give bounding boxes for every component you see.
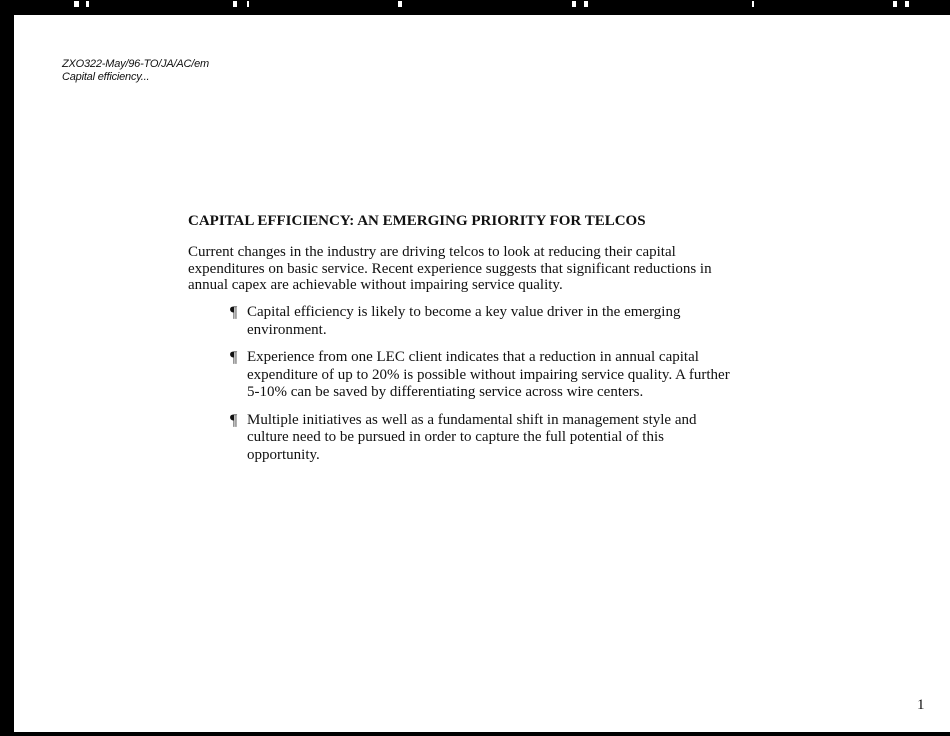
scan-tick bbox=[893, 1, 897, 7]
bullet-item bbox=[230, 349, 730, 402]
scan-tick bbox=[74, 1, 79, 7]
document-header bbox=[62, 58, 209, 84]
scan-tick bbox=[584, 1, 588, 7]
bullet-text: Capital efficiency is likely to become a key value driver in the emerging environment. bbox=[247, 304, 681, 338]
bullet-list bbox=[230, 304, 730, 474]
bullet-text: Experience from one LEC client indicates that a reduction in annual capital expenditure of up to 20% is possible without impairing service quality. A further 5-10% can be saved by differentiating service across wire centers. bbox=[247, 349, 730, 400]
doc-code: ZXO322-May/96-TO/JA/AC/em bbox=[62, 58, 210, 70]
page-title: CAPITAL EFFICIENCY: AN EMERGING PRIORITY FOR TELCOS bbox=[188, 213, 646, 229]
scan-tick bbox=[247, 1, 249, 7]
scan-tick bbox=[572, 1, 576, 7]
scan-border-left bbox=[0, 0, 14, 736]
scan-tick bbox=[905, 1, 909, 7]
scan-tick bbox=[398, 1, 402, 7]
intro-paragraph: Current changes in the industry are driving telcos to look at reducing their capital expenditures on basic service. Recent experience suggests that significant reductions in annual capex are achievable without impairing service quality. bbox=[188, 244, 712, 293]
bullet-item bbox=[230, 412, 730, 465]
pilcrow-icon: ¶ bbox=[230, 411, 238, 429]
page-number: 1 bbox=[917, 697, 925, 713]
scan-border-bottom bbox=[0, 732, 950, 736]
scan-tick bbox=[233, 1, 237, 7]
scan-border-top bbox=[0, 0, 950, 15]
pilcrow-icon: ¶ bbox=[230, 304, 238, 321]
doc-subtitle: Capital efficiency... bbox=[62, 71, 150, 83]
bullet-text: Multiple initiatives as well as a fundamental shift in management style and culture need to be pursued in order to capture the full potential of this opportunity. bbox=[247, 411, 697, 463]
bullet-item bbox=[230, 304, 730, 339]
pilcrow-icon: ¶ bbox=[230, 349, 238, 366]
scan-tick bbox=[752, 1, 754, 7]
scan-tick bbox=[86, 1, 89, 7]
